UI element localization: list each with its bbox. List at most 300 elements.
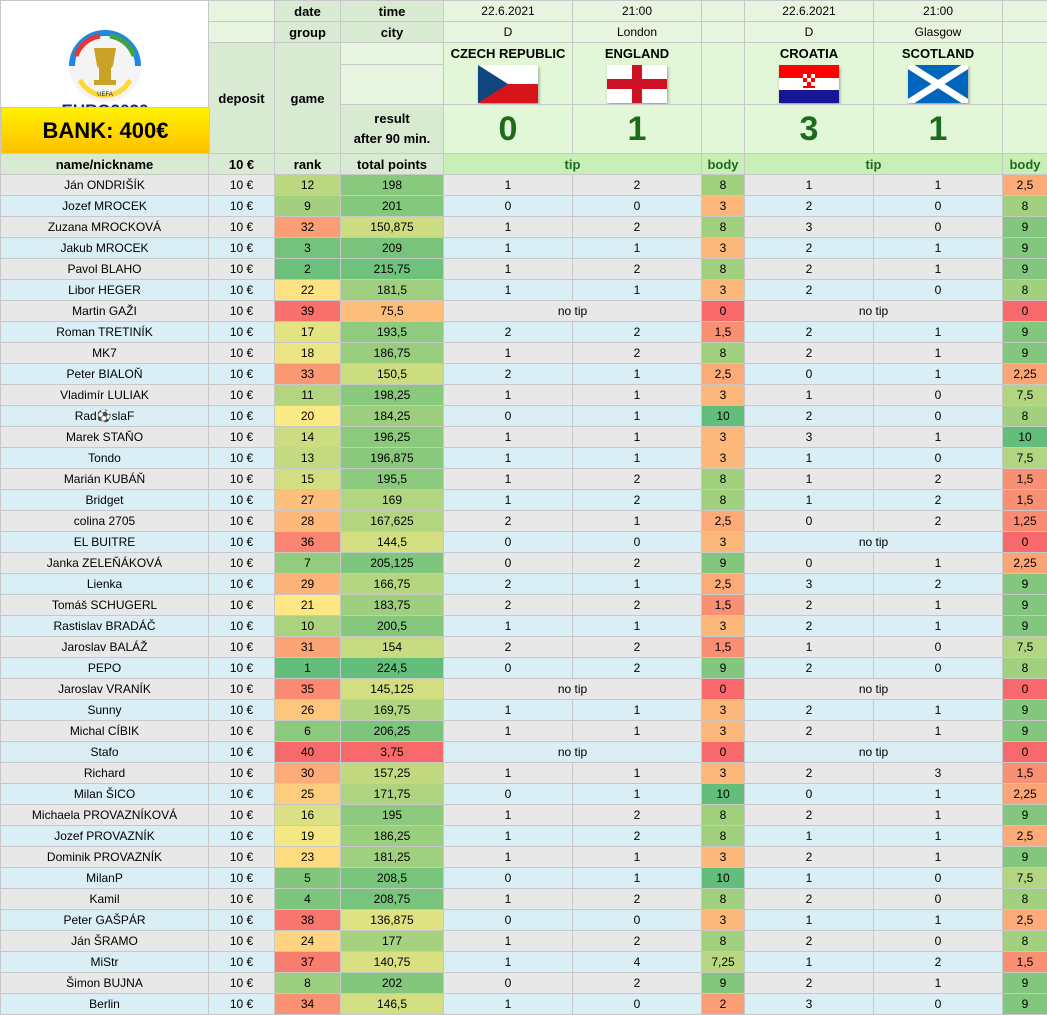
player-total: 171,75 (341, 784, 444, 805)
tip-points: 3 (702, 280, 745, 301)
player-name: Ján ŠRAMO (1, 931, 209, 952)
player-deposit: 10 € (209, 637, 275, 658)
match1-home-team (444, 43, 573, 105)
england-flag-icon (607, 65, 667, 103)
player-deposit: 10 € (209, 847, 275, 868)
tip-away: 1 (573, 448, 702, 469)
player-total: 169,75 (341, 700, 444, 721)
player-name: Peter GAŠPÁR (1, 910, 209, 931)
player-total: 150,5 (341, 364, 444, 385)
player-total: 198,25 (341, 385, 444, 406)
player-total: 196,875 (341, 448, 444, 469)
player-deposit: 10 € (209, 364, 275, 385)
table-row (1, 868, 1047, 889)
tip-away: 0 (573, 196, 702, 217)
match1-time: 21:00 (573, 1, 702, 22)
player-total: 208,75 (341, 889, 444, 910)
tip-home: 1 (745, 385, 874, 406)
tip-home: 1 (444, 721, 573, 742)
player-deposit: 10 € (209, 175, 275, 196)
tip-away: 1 (874, 847, 1003, 868)
tip-away: 1 (573, 385, 702, 406)
scotland-flag-icon (908, 65, 968, 103)
tip-points: 8 (702, 826, 745, 847)
player-name: Michaela PROVAZNÍKOVÁ (1, 805, 209, 826)
col-body-2: body (1003, 154, 1047, 175)
tip-away: 0 (874, 448, 1003, 469)
table-row (1, 574, 1047, 595)
player-rank: 32 (275, 217, 341, 238)
table-row (1, 595, 1047, 616)
player-name: Peter BIALOŇ (1, 364, 209, 385)
tip-home: 2 (745, 238, 874, 259)
player-rank: 37 (275, 952, 341, 973)
tip-home: 3 (745, 217, 874, 238)
player-name: MiStr (1, 952, 209, 973)
player-total: 184,25 (341, 406, 444, 427)
tip-points: 8 (1003, 280, 1047, 301)
tip-points: 8 (702, 490, 745, 511)
tip-points: 0 (1003, 301, 1047, 322)
date-label: date (275, 1, 341, 22)
player-deposit: 10 € (209, 385, 275, 406)
player-deposit: 10 € (209, 700, 275, 721)
tip-points: 1,25 (1003, 511, 1047, 532)
tip-home: 2 (745, 595, 874, 616)
player-deposit: 10 € (209, 805, 275, 826)
tip-away: 0 (874, 217, 1003, 238)
tip-away: 2 (573, 931, 702, 952)
tip-home: 3 (745, 994, 874, 1015)
player-deposit: 10 € (209, 238, 275, 259)
tip-away: 1 (874, 259, 1003, 280)
tip-away: 0 (874, 931, 1003, 952)
table-row (1, 952, 1047, 973)
player-rank: 30 (275, 763, 341, 784)
player-rank: 27 (275, 490, 341, 511)
tip-points: 3 (702, 616, 745, 637)
tip-home: 0 (444, 406, 573, 427)
tip-points: 3 (702, 847, 745, 868)
match2-away-name: SCOTLAND (874, 46, 1002, 61)
tip-points: 8 (1003, 406, 1047, 427)
tip-away: 1 (573, 280, 702, 301)
tip-points: 10 (702, 406, 745, 427)
table-row (1, 700, 1047, 721)
tip-away: 1 (874, 364, 1003, 385)
tip-points: 1,5 (1003, 763, 1047, 784)
tip-points: 9 (1003, 721, 1047, 742)
tip-points: 1,5 (702, 322, 745, 343)
table-row (1, 217, 1047, 238)
tip-away: 4 (573, 952, 702, 973)
player-rank: 2 (275, 259, 341, 280)
tip-away: 1 (874, 343, 1003, 364)
player-deposit: 10 € (209, 343, 275, 364)
no-tip: no tip (745, 679, 1003, 700)
tip-away: 1 (573, 574, 702, 595)
tip-points: 2,5 (1003, 910, 1047, 931)
match1-home-name: CZECH REPUBLIC (444, 46, 572, 61)
col-body-1: body (702, 154, 745, 175)
table-row (1, 847, 1047, 868)
tip-away: 2 (573, 469, 702, 490)
logo-uefa-text: UEFA (97, 92, 113, 98)
player-deposit: 10 € (209, 511, 275, 532)
tip-away: 1 (874, 973, 1003, 994)
tip-away: 3 (874, 763, 1003, 784)
table-row (1, 721, 1047, 742)
tip-away: 1 (874, 721, 1003, 742)
player-rank: 6 (275, 721, 341, 742)
tip-away: 1 (874, 427, 1003, 448)
tip-home: 1 (444, 427, 573, 448)
player-deposit: 10 € (209, 574, 275, 595)
player-total: 186,75 (341, 343, 444, 364)
player-name: Tomáš SCHUGERL (1, 595, 209, 616)
player-total: 145,125 (341, 679, 444, 700)
player-rank: 29 (275, 574, 341, 595)
player-name: Marián KUBÁŇ (1, 469, 209, 490)
tip-points: 8 (702, 469, 745, 490)
no-tip: no tip (745, 301, 1003, 322)
tip-points: 9 (1003, 259, 1047, 280)
player-deposit: 10 € (209, 595, 275, 616)
tip-away: 2 (573, 217, 702, 238)
player-name: Martin GAŽI (1, 301, 209, 322)
table-row (1, 427, 1047, 448)
match2-away-score: 1 (874, 105, 1003, 154)
player-name: Ján ONDRIŠÍK (1, 175, 209, 196)
player-total: 215,75 (341, 259, 444, 280)
tip-home: 1 (444, 238, 573, 259)
tip-home: 2 (745, 280, 874, 301)
tip-away: 1 (874, 784, 1003, 805)
tip-points: 1,5 (702, 637, 745, 658)
player-rank: 3 (275, 238, 341, 259)
tip-away: 0 (874, 637, 1003, 658)
tip-points: 7,5 (1003, 385, 1047, 406)
tip-home: 2 (444, 637, 573, 658)
match2-home-score: 3 (745, 105, 874, 154)
tip-away: 1 (874, 826, 1003, 847)
tip-away: 2 (573, 889, 702, 910)
tip-home: 0 (444, 658, 573, 679)
player-rank: 28 (275, 511, 341, 532)
tip-points: 10 (702, 784, 745, 805)
tip-points: 9 (1003, 574, 1047, 595)
tip-points: 9 (1003, 616, 1047, 637)
match1-home-score: 0 (444, 105, 573, 154)
player-name: Stafo (1, 742, 209, 763)
player-deposit: 10 € (209, 721, 275, 742)
table-row (1, 889, 1047, 910)
tip-away: 1 (874, 910, 1003, 931)
player-name: Vladimír LULIAK (1, 385, 209, 406)
tip-home: 2 (745, 847, 874, 868)
col-tip-2: tip (745, 154, 1003, 175)
player-name: Jaroslav VRANÍK (1, 679, 209, 700)
player-rank: 13 (275, 448, 341, 469)
table-row (1, 490, 1047, 511)
tip-away: 0 (874, 889, 1003, 910)
match2-away-team (874, 43, 1003, 105)
tip-points: 1,5 (1003, 469, 1047, 490)
tip-away: 1 (874, 616, 1003, 637)
no-tip: no tip (444, 301, 702, 322)
tip-home: 2 (745, 700, 874, 721)
tip-points: 2,5 (1003, 175, 1047, 196)
tip-points: 7,5 (1003, 868, 1047, 889)
czech-flag-icon (478, 65, 538, 103)
tip-home: 1 (745, 448, 874, 469)
tip-home: 1 (444, 343, 573, 364)
player-total: 198 (341, 175, 444, 196)
tip-away: 1 (573, 784, 702, 805)
tip-home: 1 (444, 952, 573, 973)
tip-home: 0 (444, 784, 573, 805)
tip-home: 1 (745, 868, 874, 889)
tip-points: 2,5 (702, 364, 745, 385)
player-total: 183,75 (341, 595, 444, 616)
player-name: Jozef PROVAZNÍK (1, 826, 209, 847)
no-tip: no tip (444, 742, 702, 763)
player-name: EL BUITRE (1, 532, 209, 553)
tip-points: 9 (1003, 973, 1047, 994)
player-rank: 16 (275, 805, 341, 826)
player-deposit: 10 € (209, 553, 275, 574)
tip-points: 0 (702, 742, 745, 763)
tip-home: 1 (745, 637, 874, 658)
tip-away: 0 (874, 280, 1003, 301)
tip-points: 3 (702, 763, 745, 784)
tip-home: 2 (444, 595, 573, 616)
no-tip: no tip (444, 679, 702, 700)
tip-points: 2 (702, 994, 745, 1015)
player-name: Michal CÍBIK (1, 721, 209, 742)
table-row (1, 658, 1047, 679)
tip-home: 1 (444, 847, 573, 868)
player-rank: 25 (275, 784, 341, 805)
tip-home: 1 (444, 889, 573, 910)
player-name: Dominik PROVAZNÍK (1, 847, 209, 868)
tip-points: 2,5 (702, 574, 745, 595)
player-rank: 4 (275, 889, 341, 910)
player-deposit: 10 € (209, 532, 275, 553)
player-deposit: 10 € (209, 259, 275, 280)
table-row (1, 259, 1047, 280)
player-name: MK7 (1, 343, 209, 364)
player-rank: 24 (275, 931, 341, 952)
player-deposit: 10 € (209, 280, 275, 301)
player-name: Bridget (1, 490, 209, 511)
tip-points: 3 (702, 910, 745, 931)
player-total: 201 (341, 196, 444, 217)
player-deposit: 10 € (209, 658, 275, 679)
player-total: 195 (341, 805, 444, 826)
player-total: 167,625 (341, 511, 444, 532)
table-row (1, 532, 1047, 553)
player-name: Lienka (1, 574, 209, 595)
tip-points: 0 (702, 301, 745, 322)
player-total: 146,5 (341, 994, 444, 1015)
player-rank: 22 (275, 280, 341, 301)
player-total: 195,5 (341, 469, 444, 490)
tip-home: 2 (745, 196, 874, 217)
player-name: Sunny (1, 700, 209, 721)
player-name: Jozef MROCEK (1, 196, 209, 217)
tip-away: 0 (874, 994, 1003, 1015)
tip-home: 2 (745, 406, 874, 427)
player-rank: 18 (275, 343, 341, 364)
player-rank: 9 (275, 196, 341, 217)
no-tip: no tip (745, 742, 1003, 763)
tip-home: 1 (745, 910, 874, 931)
tip-home: 1 (444, 448, 573, 469)
tip-points: 2,25 (1003, 784, 1047, 805)
player-rank: 15 (275, 469, 341, 490)
player-rank: 21 (275, 595, 341, 616)
tip-home: 1 (444, 700, 573, 721)
table-row (1, 553, 1047, 574)
tip-away: 2 (573, 637, 702, 658)
tip-away: 2 (573, 805, 702, 826)
player-name: Pavol BLAHO (1, 259, 209, 280)
match2-home-team (745, 43, 874, 105)
tip-away: 2 (874, 490, 1003, 511)
tip-home: 0 (444, 868, 573, 889)
player-rank: 31 (275, 637, 341, 658)
tip-home: 1 (444, 994, 573, 1015)
tip-home: 2 (745, 658, 874, 679)
player-deposit: 10 € (209, 910, 275, 931)
table-row (1, 763, 1047, 784)
match1-away-name: ENGLAND (573, 46, 701, 61)
group-label: group (275, 22, 341, 43)
table-row (1, 469, 1047, 490)
player-rank: 19 (275, 826, 341, 847)
player-rank: 11 (275, 385, 341, 406)
tip-home: 1 (444, 217, 573, 238)
player-total: 205,125 (341, 553, 444, 574)
game-label: game (275, 43, 341, 154)
tip-points: 9 (1003, 595, 1047, 616)
no-tip: no tip (745, 532, 1003, 553)
match1-away-team (573, 43, 702, 105)
tip-away: 1 (874, 238, 1003, 259)
tip-away: 1 (874, 175, 1003, 196)
tip-points: 7,5 (1003, 637, 1047, 658)
player-deposit: 10 € (209, 616, 275, 637)
player-name: Rastislav BRADÁČ (1, 616, 209, 637)
player-total: 166,75 (341, 574, 444, 595)
player-total: 177 (341, 931, 444, 952)
player-deposit: 10 € (209, 406, 275, 427)
tip-away: 2 (573, 343, 702, 364)
player-deposit: 10 € (209, 952, 275, 973)
tip-points: 7,25 (702, 952, 745, 973)
tip-home: 1 (444, 763, 573, 784)
player-name: Roman TRETINÍK (1, 322, 209, 343)
tip-points: 3 (702, 427, 745, 448)
tip-away: 2 (874, 574, 1003, 595)
table-row (1, 616, 1047, 637)
player-name: PEPO (1, 658, 209, 679)
tip-points: 2,25 (1003, 364, 1047, 385)
table-row (1, 301, 1047, 322)
tip-home: 2 (745, 889, 874, 910)
table-row (1, 826, 1047, 847)
table-row (1, 175, 1047, 196)
tip-points: 9 (1003, 343, 1047, 364)
player-rank: 39 (275, 301, 341, 322)
tip-points: 10 (1003, 427, 1047, 448)
tip-points: 2,5 (702, 511, 745, 532)
col-name: name/nickname (1, 154, 209, 175)
player-rank: 33 (275, 364, 341, 385)
player-deposit: 10 € (209, 931, 275, 952)
tip-away: 1 (573, 721, 702, 742)
table-row (1, 973, 1047, 994)
tip-points: 8 (702, 259, 745, 280)
tip-points: 8 (702, 343, 745, 364)
match2-home-name: CROATIA (745, 46, 873, 61)
table-row (1, 406, 1047, 427)
player-rank: 12 (275, 175, 341, 196)
tip-home: 3 (745, 574, 874, 595)
player-total: 136,875 (341, 910, 444, 931)
croatia-flag-icon (779, 65, 839, 103)
tip-away: 2 (874, 511, 1003, 532)
table-row (1, 994, 1047, 1015)
tip-home: 1 (444, 385, 573, 406)
tip-away: 1 (874, 595, 1003, 616)
table-row (1, 280, 1047, 301)
player-total: 200,5 (341, 616, 444, 637)
player-total: 196,25 (341, 427, 444, 448)
player-total: 154 (341, 637, 444, 658)
table-row (1, 742, 1047, 763)
player-rank: 17 (275, 322, 341, 343)
tip-home: 1 (745, 826, 874, 847)
player-rank: 5 (275, 868, 341, 889)
tip-points: 9 (1003, 217, 1047, 238)
player-deposit: 10 € (209, 301, 275, 322)
col-deposit: 10 € (209, 154, 275, 175)
tip-home: 0 (745, 553, 874, 574)
tip-points: 8 (702, 805, 745, 826)
tip-home: 1 (444, 490, 573, 511)
tip-away: 2 (874, 952, 1003, 973)
table-row (1, 637, 1047, 658)
tip-home: 1 (745, 469, 874, 490)
tip-points: 8 (702, 889, 745, 910)
tip-points: 3 (702, 196, 745, 217)
tip-points: 8 (702, 931, 745, 952)
tip-points: 2,25 (1003, 553, 1047, 574)
tip-home: 3 (745, 427, 874, 448)
player-name: Šimon BUJNA (1, 973, 209, 994)
tip-home: 2 (745, 721, 874, 742)
player-total: 186,25 (341, 826, 444, 847)
player-deposit: 10 € (209, 322, 275, 343)
tip-away: 0 (573, 994, 702, 1015)
player-deposit: 10 € (209, 994, 275, 1015)
tip-points: 9 (1003, 805, 1047, 826)
tip-points: 3 (702, 532, 745, 553)
tip-home: 1 (444, 805, 573, 826)
table-row (1, 784, 1047, 805)
